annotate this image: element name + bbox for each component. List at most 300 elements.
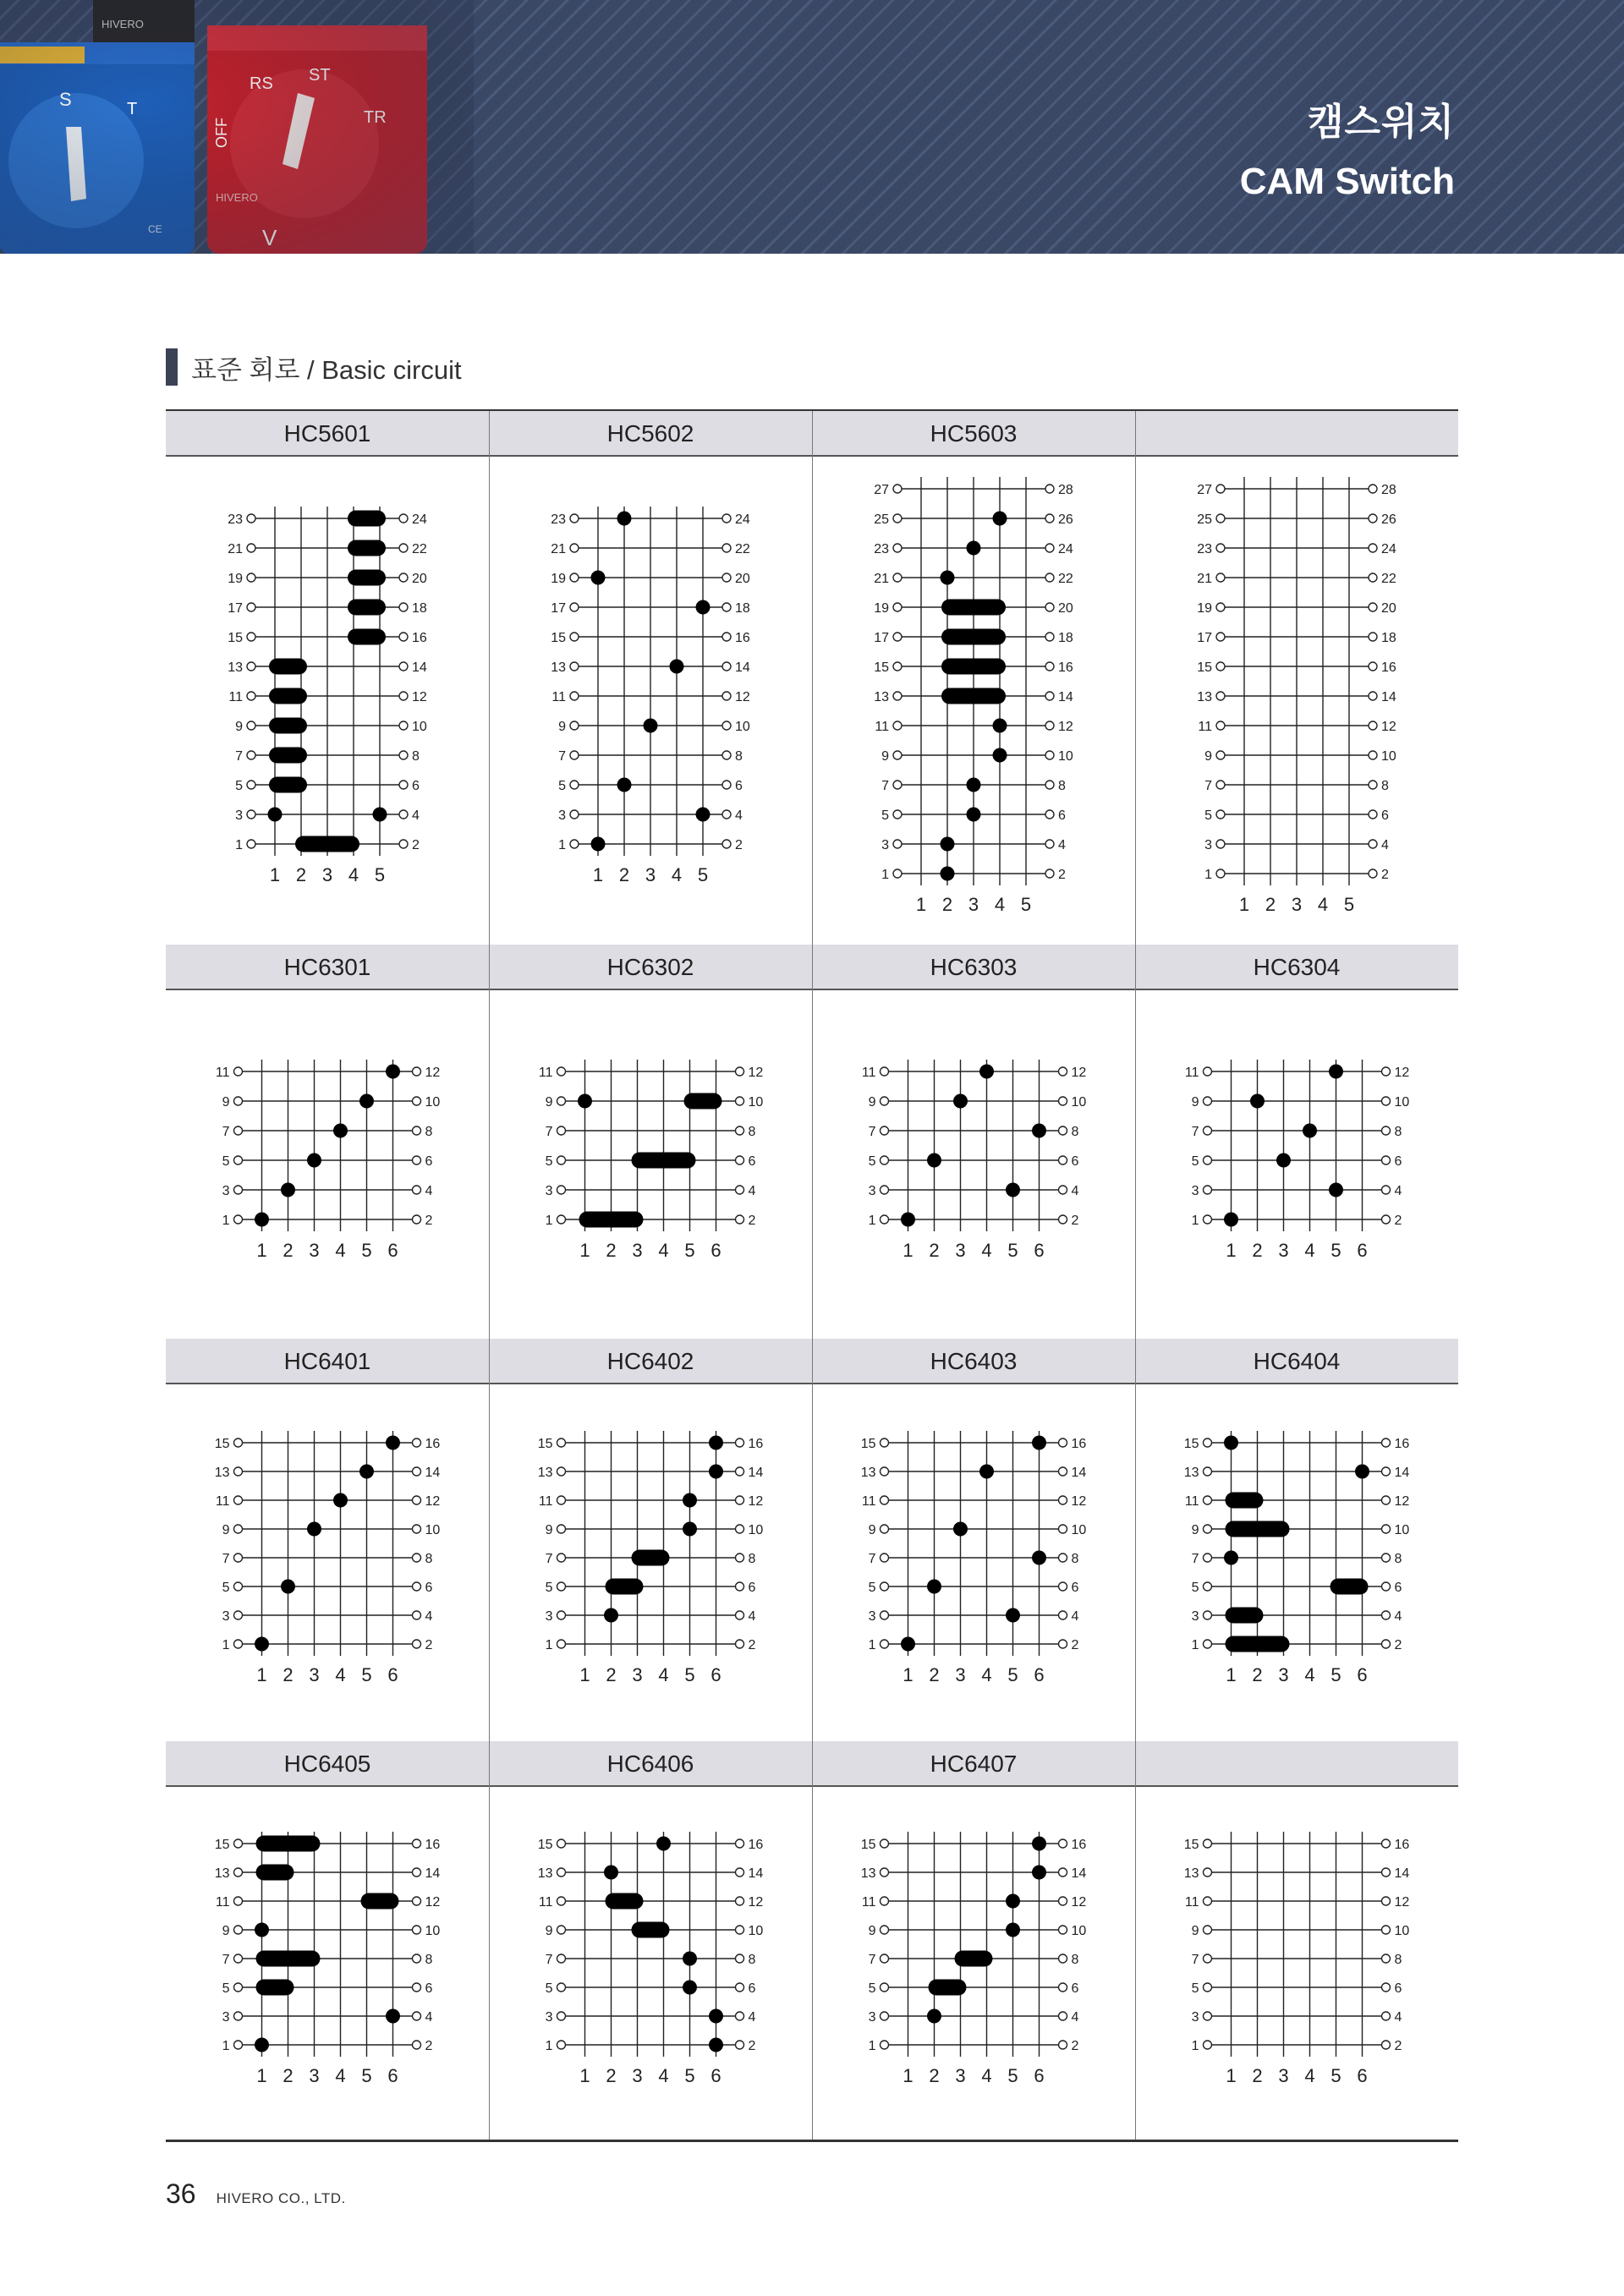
contact-bar (632, 1550, 670, 1566)
terminal-left (881, 1467, 889, 1476)
terminal-right (1045, 514, 1054, 523)
terminal-number-left: 19 (874, 601, 889, 616)
terminal-number-right: 6 (412, 779, 420, 793)
terminal-right (413, 1097, 421, 1105)
terminal-left (570, 573, 579, 582)
terminal-left (247, 573, 255, 582)
terminal-left (557, 2041, 566, 2049)
contact-dot (993, 512, 1007, 526)
terminal-number-right: 24 (1381, 542, 1396, 556)
column-divider (489, 1741, 490, 2140)
terminal-number-left: 1 (545, 2038, 553, 2053)
terminal-number-right: 16 (1381, 660, 1396, 675)
contact-dot (644, 719, 658, 733)
terminal-right (736, 1839, 744, 1848)
terminal-left (557, 1868, 566, 1877)
terminal-number-left: 9 (881, 749, 889, 764)
terminal-right (1059, 1438, 1067, 1447)
column-divider (1135, 1339, 1136, 1741)
contact-bar (1330, 1579, 1369, 1595)
position-number: 2 (1252, 2064, 1263, 2086)
terminal-left (234, 1582, 243, 1591)
contact-bar (256, 1950, 321, 1966)
contact-dot (1276, 1153, 1291, 1167)
terminal-number-right: 10 (748, 1094, 764, 1110)
contact-dot (709, 2037, 723, 2052)
terminal-right (399, 810, 408, 819)
contact-dot (656, 1836, 671, 1850)
contact-dot (386, 2008, 400, 2023)
terminal-left (1204, 1156, 1212, 1164)
terminal-number-left: 11 (861, 1065, 876, 1080)
position-number: 5 (697, 864, 709, 885)
terminal-right (736, 1954, 744, 1963)
terminal-number-right: 10 (412, 720, 427, 734)
terminal-left (881, 1897, 889, 1905)
terminal-number-right: 4 (1058, 838, 1066, 852)
terminal-right (736, 1926, 744, 1934)
terminal-left (893, 781, 902, 789)
terminal-number-right: 26 (1381, 512, 1396, 527)
contact-bar (1226, 1521, 1290, 1537)
terminal-number-left: 7 (222, 1952, 230, 1967)
contact-dot (333, 1123, 348, 1137)
terminal-number-right: 16 (425, 1437, 441, 1451)
terminal-right (1059, 1954, 1067, 1963)
terminal-left (557, 1640, 566, 1648)
contact-dot (927, 1580, 941, 1594)
terminal-number-right: 12 (1394, 1065, 1410, 1080)
terminal-right (722, 603, 731, 611)
terminal-right (1059, 2012, 1067, 2020)
terminal-left (234, 1186, 243, 1194)
terminal-right (722, 781, 731, 789)
contact-dot (604, 1865, 618, 1879)
terminal-left (893, 603, 902, 611)
terminal-number-left: 13 (551, 660, 566, 675)
position-number: 4 (348, 864, 359, 885)
terminal-left (893, 751, 902, 759)
terminal-number-left: 5 (545, 1153, 553, 1169)
terminal-number-right: 6 (1071, 1981, 1079, 1996)
circuit-diagram (184, 1825, 471, 2102)
contact-dot (255, 1922, 269, 1937)
terminal-number-left: 23 (874, 542, 889, 556)
position-number: 5 (374, 864, 386, 885)
contact-dot (268, 808, 283, 822)
position-number: 5 (684, 1239, 695, 1261)
position-number: 4 (335, 1664, 346, 1685)
terminal-number-right: 8 (1071, 1124, 1079, 1139)
terminal-right (1369, 781, 1377, 789)
terminal-right (399, 573, 408, 582)
terminal-number-right: 2 (1071, 1213, 1079, 1228)
position-number: 2 (618, 864, 630, 885)
terminal-right (1059, 1839, 1067, 1848)
terminal-left (1204, 1926, 1212, 1934)
contact-bar (295, 836, 359, 852)
terminal-left (893, 721, 902, 730)
position-number: 1 (579, 1664, 590, 1685)
terminal-left (1204, 1215, 1212, 1224)
terminal-number-right: 8 (735, 749, 743, 764)
terminal-number-left: 1 (545, 1638, 553, 1652)
terminal-number-left: 11 (1184, 1494, 1199, 1509)
terminal-number-right: 20 (1058, 601, 1073, 616)
terminal-right (1059, 1553, 1067, 1562)
position-number: 4 (335, 2064, 346, 2086)
terminal-right (736, 1496, 744, 1504)
position-number: 5 (1007, 1239, 1018, 1261)
terminal-right (1369, 573, 1377, 582)
terminal-left (570, 721, 579, 730)
circuit-model-header: HC6407 (812, 1741, 1135, 1787)
circuit-model-header: HC6304 (1135, 945, 1458, 990)
terminal-number-left: 11 (551, 690, 566, 704)
terminal-left (234, 1067, 243, 1076)
terminal-number-left: 15 (214, 1837, 230, 1852)
terminal-left (234, 1868, 243, 1877)
position-number: 3 (645, 864, 656, 885)
terminal-number-left: 1 (222, 1638, 230, 1652)
terminal-right (736, 1067, 744, 1076)
terminal-number-right: 14 (425, 1466, 441, 1480)
terminal-number-left: 3 (1191, 1609, 1199, 1624)
position-number: 6 (387, 1664, 398, 1685)
terminal-left (893, 840, 902, 848)
terminal-number-left: 9 (545, 1523, 553, 1537)
circuit-diagram (507, 500, 794, 901)
terminal-left (557, 1983, 566, 1992)
circuit-model-header: HC5601 (166, 411, 489, 457)
terminal-number-left: 11 (861, 1894, 876, 1910)
terminal-number-right: 2 (425, 2038, 433, 2053)
terminal-right (413, 1438, 421, 1447)
terminal-right (736, 2012, 744, 2020)
terminal-number-right: 10 (735, 720, 750, 734)
terminal-left (1204, 1553, 1212, 1562)
terminal-number-right: 24 (1058, 542, 1073, 556)
terminal-number-left: 1 (222, 2038, 230, 2053)
circuit-model-header: HC6401 (166, 1339, 489, 1384)
contact-dot (953, 1093, 968, 1108)
position-number: 5 (1330, 1239, 1341, 1261)
terminal-number-right: 16 (1071, 1837, 1087, 1852)
terminal-number-right: 8 (748, 1952, 756, 1967)
terminal-left (234, 1156, 243, 1164)
contact-dot (1355, 1465, 1369, 1479)
terminal-right (413, 2041, 421, 2049)
terminal-right (736, 1186, 744, 1194)
terminal-number-left: 3 (222, 1609, 230, 1624)
terminal-right (736, 1097, 744, 1105)
terminal-right (1059, 1067, 1067, 1076)
terminal-number-left: 15 (1197, 660, 1212, 675)
terminal-right (413, 1582, 421, 1591)
terminal-right (399, 514, 408, 523)
contact-dot (1006, 1893, 1020, 1908)
contact-bar (941, 629, 1006, 645)
circuit-model-header (1135, 1741, 1458, 1787)
terminal-left (570, 751, 579, 759)
terminal-number-left: 11 (538, 1494, 553, 1509)
terminal-left (570, 514, 579, 523)
terminal-number-left: 19 (228, 572, 243, 586)
page-number: 36 (166, 2178, 196, 2209)
terminal-right (1059, 2041, 1067, 2049)
terminal-number-right: 28 (1058, 483, 1073, 497)
terminal-number-right: 4 (748, 2009, 756, 2025)
terminal-left (557, 1553, 566, 1562)
terminal-number-right: 14 (1394, 1866, 1410, 1881)
terminal-number-right: 16 (748, 1837, 764, 1852)
position-number: 4 (658, 1239, 669, 1261)
terminal-number-right: 6 (425, 1153, 433, 1169)
terminal-number-right: 10 (1394, 1523, 1410, 1537)
terminal-number-right: 2 (412, 838, 420, 852)
position-number: 4 (671, 864, 683, 885)
terminal-number-left: 9 (545, 1094, 553, 1110)
position-number: 2 (606, 1239, 617, 1261)
terminal-number-left: 11 (538, 1065, 553, 1080)
terminal-number-left: 5 (868, 1981, 876, 1996)
terminal-number-left: 11 (861, 1494, 876, 1509)
terminal-number-left: 23 (551, 512, 566, 527)
circuit-model-header: HC6302 (489, 945, 812, 990)
terminal-number-right: 16 (735, 631, 750, 645)
position-number: 3 (1278, 1664, 1289, 1685)
terminal-left (881, 1553, 889, 1562)
terminal-number-left: 23 (228, 512, 243, 527)
terminal-number-left: 1 (868, 1213, 876, 1228)
terminal-number-left: 5 (545, 1981, 553, 1996)
position-number: 2 (606, 1664, 617, 1685)
column-divider (812, 1339, 813, 1741)
terminal-number-right: 12 (425, 1494, 441, 1509)
terminal-right (736, 1525, 744, 1533)
terminal-number-right: 8 (1381, 779, 1389, 793)
terminal-left (1216, 721, 1225, 730)
terminal-left (1216, 662, 1225, 671)
contact-bar (256, 1864, 294, 1880)
terminal-number-left: 3 (222, 1183, 230, 1198)
contact-dot (941, 837, 955, 852)
terminal-number-right: 6 (425, 1581, 433, 1595)
terminal-right (1369, 692, 1377, 700)
terminal-number-right: 14 (425, 1866, 441, 1881)
terminal-number-right: 18 (1381, 631, 1396, 645)
heading-bar (166, 348, 178, 386)
contact-bar (269, 659, 307, 675)
terminal-left (1204, 1496, 1212, 1504)
position-number: 2 (283, 2064, 294, 2086)
terminal-number-left: 7 (1191, 1952, 1199, 1967)
terminal-right (1045, 633, 1054, 641)
terminal-left (1204, 1868, 1212, 1877)
terminal-left (1204, 1983, 1212, 1992)
position-number: 2 (295, 864, 307, 885)
terminal-right (399, 662, 408, 671)
terminal-number-left: 19 (551, 572, 566, 586)
terminal-left (557, 1126, 566, 1135)
terminal-right (413, 1553, 421, 1562)
terminal-number-right: 20 (1381, 601, 1396, 616)
terminal-number-right: 2 (1381, 868, 1389, 882)
terminal-number-left: 15 (551, 631, 566, 645)
terminal-left (557, 1067, 566, 1076)
terminal-number-left: 1 (881, 868, 889, 882)
contact-bar (256, 1979, 294, 1995)
terminal-right (1059, 1156, 1067, 1164)
terminal-right (413, 1496, 421, 1504)
terminal-right (413, 1897, 421, 1905)
terminal-right (1059, 1640, 1067, 1648)
circuit-diagram (507, 1053, 794, 1277)
terminal-number-right: 2 (1394, 1638, 1402, 1652)
terminal-left (570, 603, 579, 611)
terminal-number-left: 11 (538, 1894, 553, 1910)
terminal-number-left: 3 (558, 808, 566, 823)
terminal-left (881, 1839, 889, 1848)
terminal-number-right: 6 (425, 1981, 433, 1996)
terminal-number-left: 3 (235, 808, 243, 823)
terminal-number-right: 6 (1071, 1581, 1079, 1595)
terminal-number-right: 2 (1071, 2038, 1079, 2053)
terminal-number-right: 10 (1071, 1523, 1087, 1537)
terminal-right (1382, 1496, 1391, 1504)
terminal-left (881, 1868, 889, 1877)
terminal-left (893, 573, 902, 582)
terminal-right (1382, 2041, 1391, 2049)
terminal-right (736, 1215, 744, 1224)
terminal-right (399, 633, 408, 641)
circuit-model-header: HC6402 (489, 1339, 812, 1384)
terminal-number-left: 15 (537, 1837, 553, 1852)
position-number: 1 (1226, 1239, 1237, 1261)
position-number: 2 (283, 1239, 294, 1261)
terminal-number-right: 12 (1071, 1494, 1087, 1509)
contact-bar (632, 1921, 670, 1937)
terminal-left (881, 1438, 889, 1447)
terminal-number-right: 6 (1394, 1581, 1402, 1595)
position-number: 4 (994, 894, 1006, 915)
circuit-model-header: HC6406 (489, 1741, 812, 1787)
position-number: 4 (1304, 2064, 1315, 2086)
circuit-model-header: HC5602 (489, 411, 812, 457)
terminal-right (1382, 1582, 1391, 1591)
contact-dot (696, 808, 710, 822)
column-divider (812, 411, 813, 945)
circuit-diagram (830, 1424, 1117, 1701)
terminal-left (1204, 1954, 1212, 1963)
terminal-right (1045, 573, 1054, 582)
position-number: 1 (579, 1239, 590, 1261)
terminal-right (1382, 1839, 1391, 1848)
terminal-number-right: 6 (1058, 808, 1066, 823)
terminal-left (881, 1097, 889, 1105)
terminal-right (736, 1553, 744, 1562)
terminal-number-left: 7 (881, 779, 889, 793)
terminal-right (1369, 869, 1377, 878)
position-number: 5 (1007, 2064, 1018, 2086)
terminal-number-right: 10 (748, 1923, 764, 1938)
terminal-left (557, 1097, 566, 1105)
terminal-number-left: 13 (860, 1866, 876, 1881)
terminal-number-left: 3 (868, 2009, 876, 2025)
terminal-number-right: 24 (412, 512, 427, 527)
terminal-right (1369, 633, 1377, 641)
terminal-right (736, 1611, 744, 1619)
terminal-number-left: 9 (1204, 749, 1212, 764)
column-divider (489, 1339, 490, 1741)
terminal-right (1382, 2012, 1391, 2020)
terminal-number-left: 21 (874, 572, 889, 586)
terminal-number-right: 2 (425, 1213, 433, 1228)
contact-bar (1226, 1493, 1264, 1509)
position-number: 3 (632, 1664, 643, 1685)
terminal-number-right: 10 (1381, 749, 1396, 764)
terminal-number-right: 16 (748, 1437, 764, 1451)
terminal-left (234, 2012, 243, 2020)
terminal-number-left: 13 (1183, 1466, 1199, 1480)
position-number: 4 (1304, 1664, 1315, 1685)
position-number: 5 (1007, 1664, 1018, 1685)
terminal-number-right: 22 (735, 542, 750, 556)
terminal-left (570, 662, 579, 671)
terminal-left (893, 485, 902, 493)
terminal-right (722, 692, 731, 700)
position-number: 5 (361, 1239, 372, 1261)
terminal-left (893, 544, 902, 552)
position-number: 1 (256, 1239, 267, 1261)
terminal-number-right: 4 (1381, 838, 1389, 852)
terminal-left (570, 810, 579, 819)
position-number: 6 (387, 2064, 398, 2086)
terminal-number-right: 12 (1394, 1494, 1410, 1509)
terminal-number-right: 12 (735, 690, 750, 704)
terminal-number-left: 1 (868, 2038, 876, 2053)
terminal-left (247, 692, 255, 700)
terminal-left (1204, 1126, 1212, 1135)
title-english: CAM Switch (1239, 161, 1455, 202)
contact-dot (281, 1580, 295, 1594)
terminal-right (1369, 544, 1377, 552)
terminal-number-left: 5 (1191, 1153, 1199, 1169)
terminal-right (1382, 1097, 1391, 1105)
terminal-right (736, 1126, 744, 1135)
position-number: 6 (710, 1664, 721, 1685)
terminal-number-right: 12 (412, 690, 427, 704)
contact-dot (359, 1093, 374, 1108)
contact-dot (373, 808, 387, 822)
terminal-right (722, 633, 731, 641)
cam-switch-photo (0, 0, 474, 254)
terminal-right (722, 544, 731, 552)
terminal-right (736, 1156, 744, 1164)
terminal-left (1216, 840, 1225, 848)
terminal-number-right: 22 (1058, 572, 1073, 586)
contact-bar (632, 1152, 696, 1168)
terminal-number-right: 10 (1071, 1094, 1087, 1110)
terminal-number-right: 6 (1394, 1981, 1402, 1996)
contact-bar (684, 1093, 722, 1109)
terminal-right (413, 1067, 421, 1076)
terminal-left (247, 544, 255, 552)
contact-dot (683, 1980, 697, 1994)
terminal-left (1204, 1438, 1212, 1447)
terminal-number-left: 17 (228, 601, 243, 616)
circuit-diagram (830, 470, 1117, 931)
